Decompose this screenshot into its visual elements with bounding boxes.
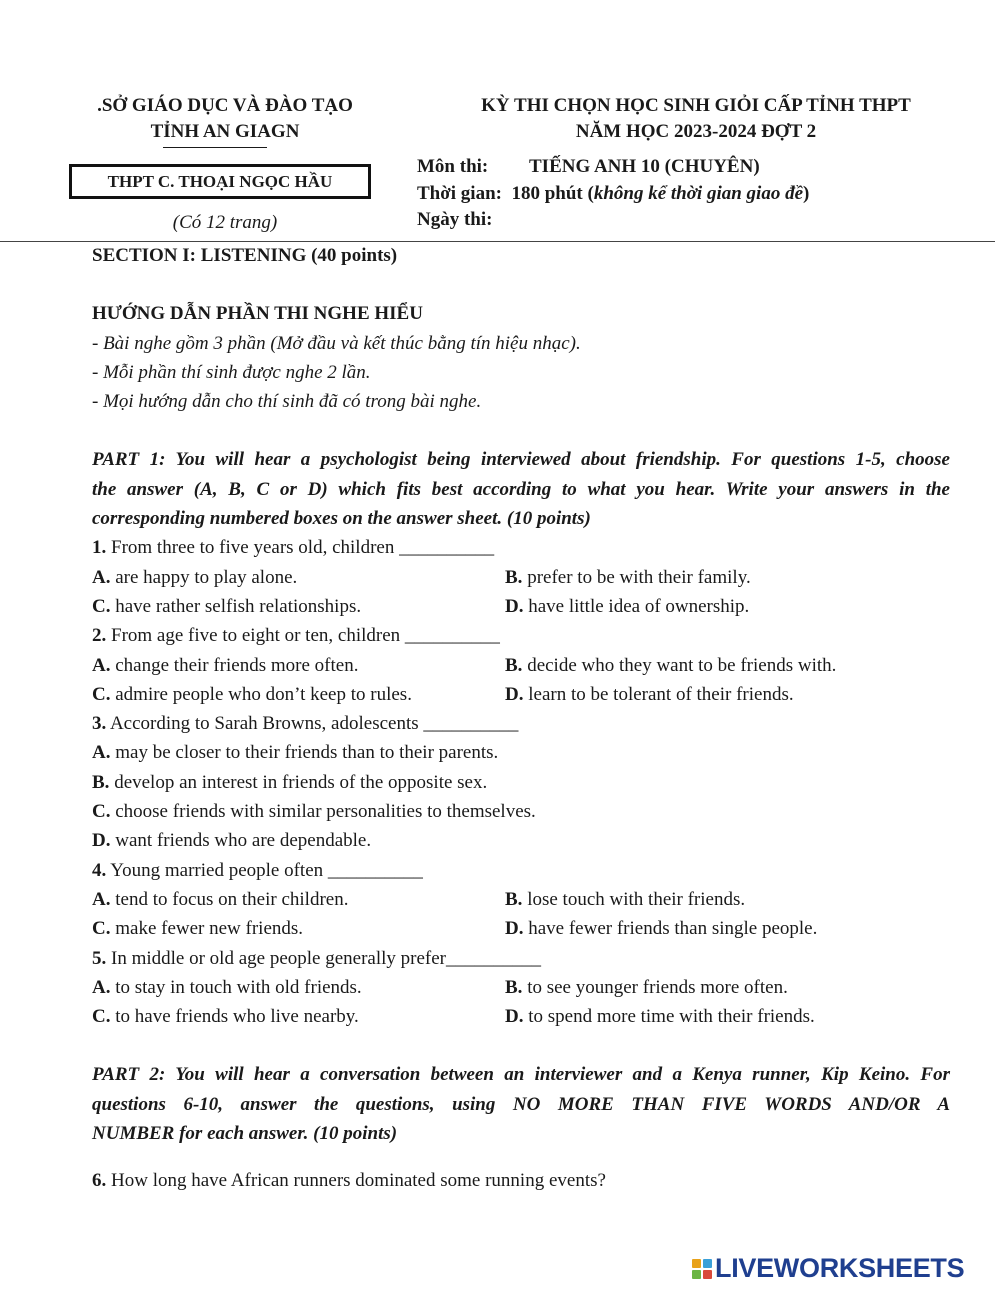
- question-2: 2. From age five to eight or ten, children __________: [92, 625, 500, 647]
- liveworksheets-text: LIVEWORKSHEETS: [715, 1253, 965, 1283]
- school-name-box: THPT C. THOẠI NGỌC HẦU: [69, 164, 371, 199]
- option-d[interactable]: D. want friends who are dependable.: [92, 830, 372, 852]
- option-b[interactable]: B. to see younger friends more often.: [505, 976, 788, 998]
- option-b[interactable]: B. lose touch with their friends.: [505, 888, 746, 910]
- exam-title: KỲ THI CHỌN HỌC SINH GIỎI CẤP TỈNH THPT: [481, 95, 911, 116]
- question-6: 6. How long have African runners dominated some running events?: [92, 1170, 606, 1192]
- option-a[interactable]: A. may be closer to their friends than to their parents.: [92, 742, 499, 764]
- header-underline: [163, 147, 267, 148]
- options-row: [92, 680, 950, 709]
- option-b[interactable]: B. develop an interest in friends of the opposite sex.: [92, 771, 488, 793]
- part1-instruction-line: PART 1: You will hear a psychologist being interviewed about friendship. For questions 1-5, choose: [92, 449, 950, 471]
- date-label: Ngày thi:: [417, 209, 493, 230]
- page-count-note: (Có 12 trang): [172, 212, 278, 233]
- option-a[interactable]: A. tend to focus on their children.: [92, 888, 349, 910]
- exam-content: [92, 241, 950, 1196]
- liveworksheets-logo: [692, 1253, 964, 1284]
- part2-instruction-line: PART 2: You will hear a conversation between an interviewer and a Kenya runner, Kip Keino. For: [92, 1064, 950, 1086]
- time-value: 180 phút (: [511, 183, 594, 204]
- department-name: .SỞ GIÁO DỤC VÀ ĐÀO TẠO: [97, 95, 353, 116]
- options-row: [92, 563, 950, 592]
- question-1: 1. From three to five years old, children __________: [92, 537, 495, 559]
- question-4: 4. Young married people often __________: [92, 859, 423, 881]
- school-year: NĂM HỌC 2023-2024 ĐỢT 2: [575, 121, 817, 142]
- guide-line: - Bài nghe gồm 3 phần (Mở đầu và kết thúc bằng tín hiệu nhạc).: [92, 332, 581, 354]
- liveworksheets-icon: [692, 1259, 712, 1279]
- part2-instruction-line: NUMBER for each answer. (10 points): [92, 1123, 398, 1145]
- option-d[interactable]: D. have little idea of ownership.: [505, 595, 750, 617]
- option-a[interactable]: A. change their friends more often.: [92, 654, 359, 676]
- option-c[interactable]: C. have rather selfish relationships.: [92, 595, 362, 617]
- options-row: [92, 914, 950, 943]
- section-title: SECTION I: LISTENING (40 points): [92, 245, 398, 266]
- options-row: [92, 973, 950, 1002]
- date-line: [417, 209, 492, 231]
- options-row: [92, 1002, 950, 1031]
- option-c[interactable]: C. choose friends with similar personalities to themselves.: [92, 801, 536, 823]
- question-5: 5. In middle or old age people generally prefer__________: [92, 947, 541, 969]
- province-name: TỈNH AN GIAGN: [150, 121, 300, 142]
- subject-value: TIẾNG ANH 10 (CHUYÊN): [529, 156, 760, 177]
- part2-instruction-line: questions 6-10, answer the questions, using NO MORE THAN FIVE WORDS AND/OR A: [92, 1093, 950, 1115]
- option-c[interactable]: C. make fewer new friends.: [92, 918, 304, 940]
- department-header: [60, 93, 390, 145]
- options-row: [92, 592, 950, 621]
- subject-label: Môn thi:: [417, 156, 489, 177]
- subject-line: [417, 156, 760, 178]
- time-label: Thời gian:: [417, 183, 502, 204]
- option-b[interactable]: B. prefer to be with their family.: [505, 566, 751, 588]
- option-c[interactable]: C. admire people who don’t keep to rules.: [92, 683, 412, 705]
- options-row: [92, 651, 950, 680]
- option-a[interactable]: A. are happy to play alone.: [92, 566, 298, 588]
- options-row: [92, 885, 950, 914]
- option-a[interactable]: A. to stay in touch with old friends.: [92, 976, 362, 998]
- guide-title: HƯỚNG DẪN PHẦN THI NGHE HIỂU: [92, 303, 423, 325]
- option-c[interactable]: C. to have friends who live nearby.: [92, 1006, 359, 1028]
- option-b[interactable]: B. decide who they want to be friends with.: [505, 654, 837, 676]
- part2-instructions: [92, 1060, 950, 1148]
- part1-instructions: [92, 445, 950, 533]
- guide-line: - Mọi hướng dẫn cho thí sinh đã có trong bài nghe.: [92, 391, 482, 413]
- option-d[interactable]: D. have fewer friends than single people.: [505, 918, 818, 940]
- exam-header: [420, 93, 972, 145]
- option-d[interactable]: D. learn to be tolerant of their friends.: [505, 683, 794, 705]
- time-close: ): [803, 183, 810, 204]
- option-d[interactable]: D. to spend more time with their friends.: [505, 1006, 815, 1028]
- time-note: không kể thời gian giao đề: [593, 183, 804, 204]
- part1-instruction-line: corresponding numbered boxes on the answer sheet. (10 points): [92, 508, 591, 530]
- time-line: [417, 183, 809, 205]
- part1-instruction-line: the answer (A, B, C or D) which fits best according to what you hear. Write your answers in the: [92, 478, 950, 500]
- question-3: 3. According to Sarah Browns, adolescents __________: [92, 713, 519, 735]
- guide-line: - Mỗi phần thí sinh được nghe 2 lần.: [92, 361, 371, 383]
